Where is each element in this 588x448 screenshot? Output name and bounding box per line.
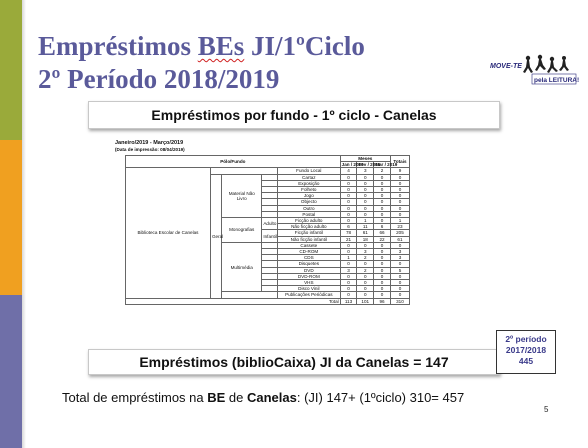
table-cell-value: 0: [357, 286, 374, 292]
table-cell-value: 0: [390, 205, 409, 211]
loans-table: [125, 155, 410, 305]
table-cell-value: 2: [357, 255, 374, 261]
row-label: VHS: [277, 280, 340, 286]
table-cell-value: 0: [340, 187, 357, 193]
page-number: 5: [544, 405, 549, 414]
table-cell-value: 66: [374, 230, 391, 236]
table-cell-value: 3: [340, 267, 357, 273]
group-adulto: Adulto: [262, 218, 278, 230]
title-text-bes: BEs: [197, 31, 245, 61]
report-period: Janeiro/2019 - Março/2019: [115, 140, 184, 146]
table-cell-value: 0: [374, 193, 391, 199]
title-line-1: [38, 30, 468, 63]
table-cell-value: 0: [390, 280, 409, 286]
table-cell-value: 1: [390, 218, 409, 224]
header-polo-fundo: Pólo/Fundo: [126, 156, 341, 168]
row-label: Objecto: [277, 199, 340, 205]
table-cell-value: 0: [357, 292, 374, 298]
row-label: Fundo Local: [277, 168, 340, 174]
table-cell-value: 0: [340, 242, 357, 248]
row-label: Cartaz: [277, 174, 340, 180]
total-text-a: Total de empréstimos na: [62, 390, 208, 405]
table-cell-value: 1: [340, 255, 357, 261]
table-cell-value: 0: [357, 199, 374, 205]
table-cell-value: 0: [374, 180, 391, 186]
total-label: Total: [126, 298, 341, 304]
reading-logo-icon: [488, 52, 580, 96]
table-cell-value: 0: [390, 199, 409, 205]
table-cell-value: 0: [357, 187, 374, 193]
header-totais: Totais: [390, 156, 409, 168]
reading-logo: [488, 52, 580, 96]
table-cell-value: 0: [357, 273, 374, 279]
table-cell-value: 6: [340, 224, 357, 230]
table-header-row: [126, 156, 410, 162]
table-cell-value: 6: [374, 224, 391, 230]
row-label: Jogo: [277, 193, 340, 199]
table-cell-value: 0: [340, 292, 357, 298]
table-cell-value: 0: [357, 211, 374, 217]
table-cell-value: 61: [357, 230, 374, 236]
table-cell-value: 0: [340, 286, 357, 292]
table-cell-value: 78: [340, 230, 357, 236]
table-cell-value: 0: [390, 187, 409, 193]
total-value: 101: [357, 298, 374, 304]
table-cell-value: 0: [390, 261, 409, 267]
table-cell-value: 2: [357, 267, 374, 273]
decorative-bar-shadow: [22, 0, 26, 448]
table-cell-value: 0: [340, 218, 357, 224]
table-cell-value: 3: [357, 249, 374, 255]
total-loans-line: [62, 390, 464, 405]
group-material: Material Não Livro: [222, 174, 262, 217]
decorative-bar-green: [0, 0, 22, 140]
logo-text-bottom: pela LEITURA!: [534, 77, 580, 84]
total-value: 310: [390, 298, 409, 304]
table-cell-value: 18: [357, 236, 374, 242]
table-cell-value: 0: [374, 211, 391, 217]
title-text-c: JI/1ºCiclo: [244, 31, 365, 61]
table-cell-value: 0: [374, 267, 391, 273]
table-cell-value: 4: [340, 168, 357, 174]
group-infantil: Infantil: [262, 230, 278, 242]
table-cell-value: 0: [374, 174, 391, 180]
bibliocaixa-loans-heading: Empréstimos (biblioCaixa) JI da Canelas = 147: [88, 349, 500, 375]
table-cell-value: 0: [390, 180, 409, 186]
table-cell-value: 11: [357, 224, 374, 230]
table-cell-value: 0: [340, 280, 357, 286]
row-label: Cassete: [277, 242, 340, 248]
decorative-bar-purple: [0, 295, 22, 448]
row-label: Não ficção adulto: [277, 224, 340, 230]
table-cell-value: 0: [374, 261, 391, 267]
row-label: Disquetes: [277, 261, 340, 267]
row-label: Ficção adulto: [277, 218, 340, 224]
report-print-date: (Data de impressão: 08/04/2019): [115, 147, 185, 152]
total-text-canelas: Canelas: [246, 390, 297, 405]
table-cell-value: 0: [340, 261, 357, 267]
table-cell-value: 3: [390, 255, 409, 261]
table-cell-value: 22: [374, 236, 391, 242]
table-cell-value: 9: [390, 168, 409, 174]
table-cell-value: 0: [374, 199, 391, 205]
table-cell-value: 0: [374, 273, 391, 279]
table-cell-value: 0: [340, 193, 357, 199]
title-line-2: 2º Período 2018/2019: [38, 64, 280, 94]
table-cell-value: 0: [374, 187, 391, 193]
row-label: Folheto: [277, 187, 340, 193]
table-cell-value: 0: [374, 286, 391, 292]
table-cell-value: 0: [390, 286, 409, 292]
table-cell-value: 5: [390, 267, 409, 273]
table-cell-value: 205: [390, 230, 409, 236]
table-cell-value: 0: [374, 280, 391, 286]
badge-line-3: 445: [518, 356, 534, 366]
table-cell-value: 0: [357, 174, 374, 180]
table-cell-value: 0: [340, 180, 357, 186]
badge-line-1: 2º período: [505, 334, 547, 344]
previous-period-badge: [496, 330, 556, 374]
table-cell-value: 3: [357, 168, 374, 174]
row-label: CD-ROM: [277, 249, 340, 255]
total-text-be: BE: [207, 390, 226, 405]
table-cell-value: 0: [374, 292, 391, 298]
table-cell-value: 3: [390, 249, 409, 255]
table-cell-value: 0: [390, 193, 409, 199]
row-label: Não ficção infantil: [277, 236, 340, 242]
slide-title: [38, 30, 468, 96]
table-cell-value: 0: [390, 174, 409, 180]
loans-report: [115, 140, 405, 305]
library-name: Biblioteca Escolar de Canelas: [126, 168, 211, 298]
table-cell-value: 0: [357, 180, 374, 186]
table-cell-value: 0: [357, 280, 374, 286]
geral-label: Geral: [210, 174, 221, 298]
title-text-a: Empréstimos: [38, 31, 198, 61]
badge-line-2: 2017/2018: [505, 345, 547, 355]
table-cell-value: 0: [374, 249, 391, 255]
row-label: DVD: [277, 267, 340, 273]
table-cell-value: 0: [357, 205, 374, 211]
header-month: Fev / 2019: [358, 162, 381, 168]
table-cell-value: 61: [390, 236, 409, 242]
header-month: Jan / 2019: [341, 162, 364, 168]
row-label: CDS: [277, 255, 340, 261]
row-label: Postal: [277, 211, 340, 217]
decorative-bar-orange: [0, 140, 22, 295]
total-text-e: : (JI) 147+ (1ºciclo) 310= 457: [296, 390, 465, 405]
table-cell-value: 0: [390, 242, 409, 248]
group-monografias: Monografias: [222, 218, 262, 243]
table-cell-value: 0: [374, 205, 391, 211]
loans-by-fund-heading: Empréstimos por fundo - 1º ciclo - Canelas: [88, 101, 500, 129]
total-text-c: de: [225, 390, 247, 405]
row-label: DVD-ROM: [277, 273, 340, 279]
table-cell-value: 23: [390, 224, 409, 230]
table-cell-value: 0: [390, 273, 409, 279]
header-month: Mar / 2019: [375, 162, 398, 168]
table-cell-value: 1: [357, 218, 374, 224]
table-cell-value: 0: [340, 199, 357, 205]
table-cell-value: 0: [390, 211, 409, 217]
row-label: Disco Vinil: [277, 286, 340, 292]
table-cell-value: 0: [340, 211, 357, 217]
table-cell-value: 0: [340, 205, 357, 211]
row-label: Publicações Periódicas: [277, 292, 340, 298]
table-cell-value: 0: [357, 261, 374, 267]
header-meses: Meses: [340, 156, 390, 162]
total-value: 113: [340, 298, 357, 304]
row-label: Exposição: [277, 180, 340, 186]
table-cell-value: 0: [374, 218, 391, 224]
table-cell-value: 0: [340, 249, 357, 255]
table-cell-value: 0: [390, 292, 409, 298]
row-label: Outro: [277, 205, 340, 211]
table-cell-value: 21: [340, 236, 357, 242]
table-cell-value: 0: [357, 242, 374, 248]
table-cell-value: 2: [374, 168, 391, 174]
table-cell-value: 0: [374, 255, 391, 261]
table-cell-value: 0: [340, 174, 357, 180]
table-cell-value: 0: [374, 242, 391, 248]
table-cell-value: 0: [357, 193, 374, 199]
table-total-row: [126, 298, 410, 304]
total-value: 96: [374, 298, 391, 304]
group-multimedia: Multimédia: [222, 242, 262, 292]
logo-text-top: MOVE-TE: [490, 63, 522, 70]
row-label: Ficção infantil: [277, 230, 340, 236]
table-cell-value: 0: [340, 273, 357, 279]
